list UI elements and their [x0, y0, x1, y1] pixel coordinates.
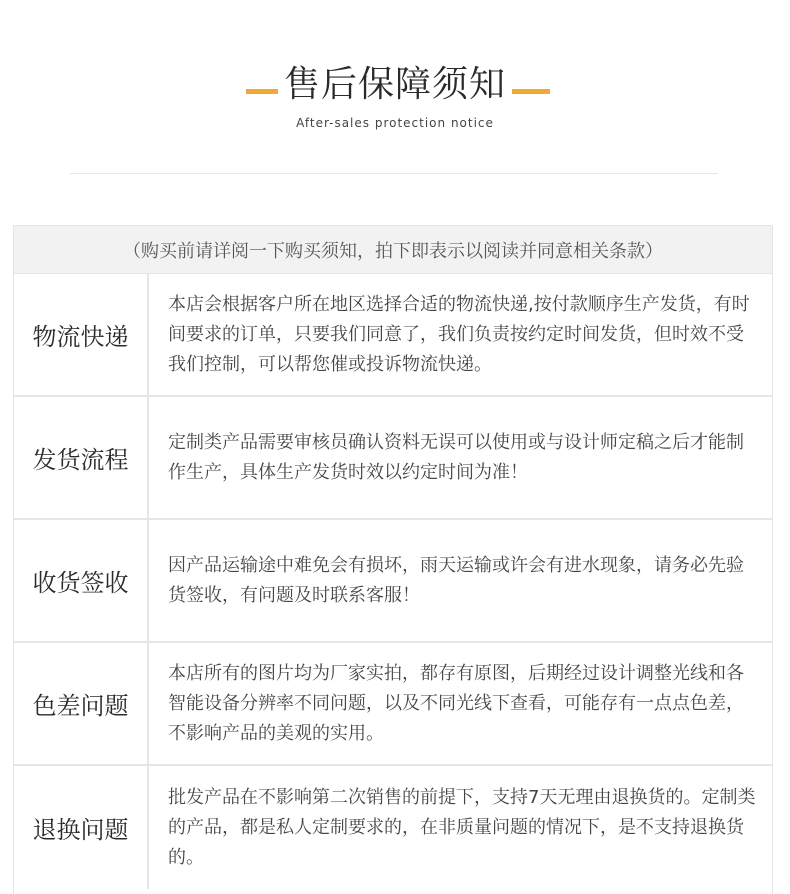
notice-banner: （购买前请详阅一下购买须知，拍下即表示以阅读并同意相关条款） [14, 226, 772, 274]
section-text [149, 520, 772, 641]
section-text [149, 766, 772, 889]
section-label: 物流快递 [14, 274, 149, 395]
section-label: 收货签收 [14, 520, 149, 641]
section-text-body: 批发产品在不影响第二次销售的前提下，支持7天无理由退换货的。定制类的产品，都是私人定制要求的，在非质量问题的情况下，是不支持退换货的。 [168, 786, 756, 868]
section-row-logistics [14, 274, 772, 397]
section-text [149, 643, 772, 764]
section-text-body: 本店会根据客户所在地区选择合适的物流快递,按付款顺序生产发货，有时间要求的订单，只要我们同意了，我们负责按约定时间发货，但时效不受我们控制，可以帮您催或投诉物流快递。 [168, 293, 750, 375]
section-row-receipt [14, 520, 772, 643]
page-header [0, 0, 790, 180]
section-row-returns [14, 766, 772, 889]
header-divider [70, 173, 718, 174]
section-text [149, 397, 772, 518]
section-text-body: 定制类产品需要审核员确认资料无误可以使用或与设计师定稿之后才能制作生产，具体生产发货时效以约定时间为准！ [168, 431, 744, 483]
section-label: 色差问题 [14, 643, 149, 764]
section-text [149, 274, 772, 395]
page-subtitle: After-sales protection notice [296, 116, 494, 130]
section-label: 退换问题 [14, 766, 149, 889]
section-row-color [14, 643, 772, 766]
section-text-body: 因产品运输途中难免会有损坏，雨天运输或许会有进水现象，请务必先验货签收，有问题及时联系客服！ [168, 554, 744, 606]
section-text-body: 本店所有的图片均为厂家实拍，都存有原图，后期经过设计调整光线和各智能设备分辨率不同问题，以及不同光线下查看，可能存有一点点色差，不影响产品的美观的实用。 [168, 662, 744, 744]
page-title [0, 62, 790, 108]
section-label: 发货流程 [14, 397, 149, 518]
section-row-shipping [14, 397, 772, 520]
page-title-text: 售后保障须知 [278, 64, 512, 105]
notice-table [13, 225, 773, 894]
